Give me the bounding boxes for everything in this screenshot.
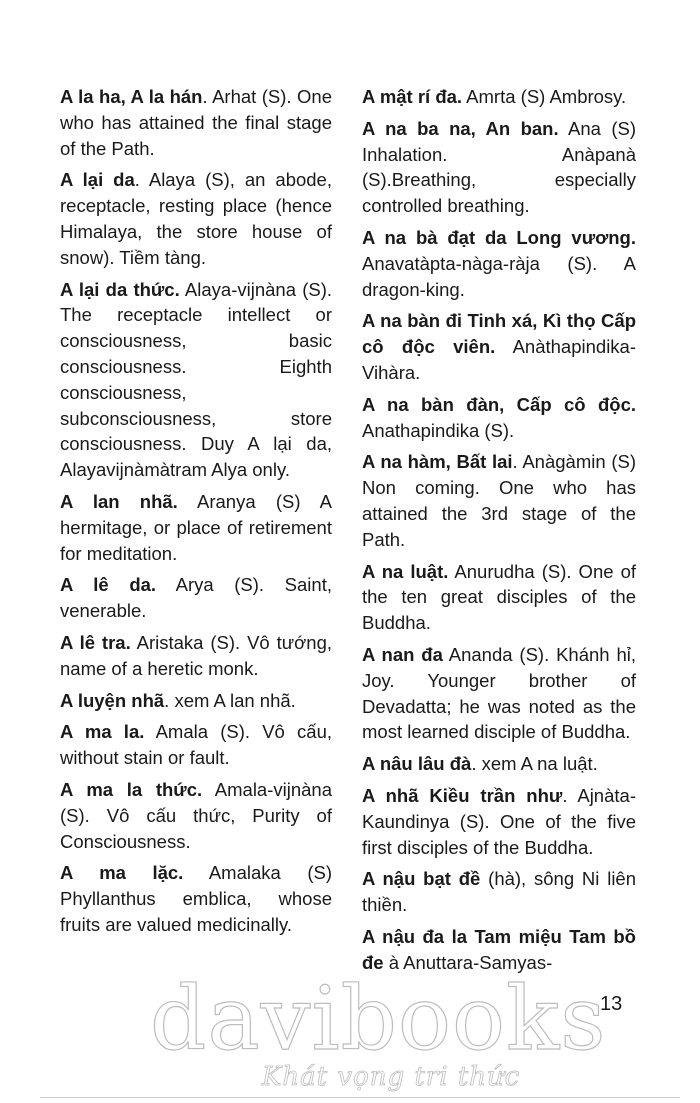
dictionary-entry: [362, 84, 636, 110]
entry-definition: Amrta (S) Ambrosy.: [462, 86, 627, 107]
dictionary-entry: [362, 642, 636, 745]
entry-headword: A luyện nhã: [60, 689, 165, 711]
entry-headword: A na bàn đàn, Cấp cô độc.: [362, 393, 636, 415]
dictionary-entry: [362, 308, 636, 385]
entry-headword: A nhã Kiều trần như: [362, 784, 563, 806]
dictionary-entry: [60, 630, 332, 682]
watermark-tagline: Khát vọng tri thức: [262, 1062, 521, 1092]
entry-definition: Aranya (S) A hermitage, or place of retirement for meditation.: [60, 490, 332, 564]
entry-definition: à Anuttara-Samyas-: [383, 951, 553, 973]
entry-headword: A nậu đa la Tam miệu Tam bồ đe: [362, 925, 636, 973]
bottom-divider: [40, 1097, 680, 1098]
entry-definition: Amala-vijnàna (S). Vô cấu thức, Purity of Consciousness.: [60, 778, 333, 852]
entry-definition: Ananda (S). Khánh hỉ, Joy. Younger brother of Devadatta; he was noted as the most learned disciple of Buddha.: [362, 643, 636, 743]
entry-headword: A mật rí đa.: [362, 86, 463, 107]
entry-definition: Aristaka (S). Vô tướng, name of a heretic monk.: [60, 631, 333, 679]
dictionary-entry: [60, 84, 332, 161]
dictionary-entry: [60, 489, 332, 566]
entry-definition: Anavatàpta-nàga-ràja (S). A dragon-king.: [362, 252, 636, 300]
dictionary-entry: [362, 751, 636, 777]
entry-definition: . xem A lan nhã.: [164, 689, 296, 711]
entry-definition: Anathapindika (S).: [362, 419, 515, 441]
dictionary-entry: [362, 225, 636, 302]
entry-definition: Anurudha (S). One of the ten great disciples of the Buddha.: [362, 560, 636, 634]
entry-definition: Amalaka (S) Phyllanthus emblica, whose fruits are valued medicinally.: [60, 862, 332, 935]
entry-headword: A nan đa: [362, 643, 443, 665]
entry-headword: A na bàn đi Tinh xá, Kì thọ Cấp cô độc viên.: [362, 310, 636, 358]
entry-headword: A lan nhã.: [60, 490, 178, 512]
dictionary-entry: [60, 719, 332, 771]
dictionary-entry: [60, 860, 332, 937]
entry-headword: A la ha, A la hán: [60, 86, 203, 107]
entry-definition: Alaya-vijnàna (S). The receptacle intellect or consciousness, basic consciousness. Eighth consciousness, subconsciousness, store consciousness. Duy A lại da, Alayavijnàmàtram Alya only.: [60, 278, 332, 481]
dictionary-entry: [362, 783, 636, 860]
entry-definition: . Anàgàmin (S) Non coming. One who has attained the 3rd stage of the Path.: [362, 451, 636, 550]
watermark-brand: davibooks: [150, 967, 607, 1070]
dictionary-entry: [362, 449, 636, 552]
dictionary-entry: [60, 688, 332, 714]
entry-definition: . Arhat (S). One who has attained the final stage of the Path.: [60, 86, 332, 159]
entry-headword: A lê da.: [60, 574, 157, 596]
entry-headword: A lại da: [60, 169, 135, 191]
dictionary-entry: [60, 277, 332, 483]
entry-headword: A na ba na, An ban.: [362, 117, 559, 139]
entry-definition: . Ajnàta-Kaundinya (S). One of the five first disciples of the Buddha.: [362, 784, 636, 858]
entry-headword: A ma la thức.: [60, 778, 203, 800]
dictionary-entry: [362, 866, 636, 918]
entry-headword: A na hàm, Bất lai: [362, 451, 513, 473]
entry-headword: A ma la.: [60, 721, 145, 743]
left-column: [60, 84, 332, 944]
entry-headword: A na luật.: [362, 560, 449, 582]
dictionary-entry: [60, 167, 332, 270]
entry-headword: A nậu bạt đề: [362, 868, 481, 890]
dictionary-entry: [362, 116, 636, 219]
entry-headword: A lại da thức.: [60, 278, 180, 300]
right-column: [362, 84, 636, 982]
entry-headword: A na bà đạt da Long vương.: [362, 226, 636, 248]
entry-definition: . xem A na luật.: [471, 753, 598, 775]
entry-definition: Arya (S). Saint, venerable.: [60, 574, 332, 622]
page-number: 13: [600, 993, 623, 1015]
entry-headword: A nâu lâu đà: [362, 753, 472, 775]
entry-definition: (hà), sông Ni liên thiền.: [362, 868, 637, 916]
entry-headword: A ma lặc.: [60, 862, 184, 884]
dictionary-entry: [362, 392, 636, 444]
entry-definition: Amala (S). Vô cấu, without stain or fault.: [60, 721, 333, 769]
entry-definition: Ana (S) Inhalation. Anàpanà (S).Breathing, especially controlled breathing.: [362, 117, 636, 217]
dictionary-entry: [362, 559, 636, 636]
entry-headword: A lê tra.: [60, 631, 131, 653]
entry-definition: Anàthapindika-Vihàra.: [362, 336, 636, 383]
entry-definition: . Alaya (S), an abode, receptacle, resting place (hence Himalaya, the store house of snow). Tiềm tàng.: [60, 169, 332, 268]
dictionary-entry: [60, 777, 332, 854]
dictionary-entry: [60, 572, 332, 624]
